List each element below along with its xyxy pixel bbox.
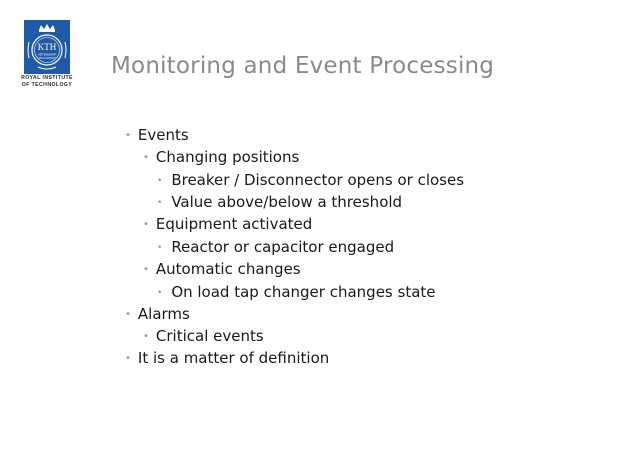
logo-caption-line-2: OF TECHNOLOGY — [21, 82, 73, 88]
bullet-text: Changing positions — [155, 148, 300, 166]
bullet-icon: • — [143, 152, 149, 163]
bullet-text: Alarms — [137, 305, 190, 323]
bullet-text: Automatic changes — [155, 260, 301, 278]
bullet-text: Reactor or capacitor engaged — [171, 238, 395, 256]
bullet-item — [143, 327, 264, 345]
logo-caption-line-1: ROYAL INSTITUTE — [21, 75, 73, 81]
bullet-text: Value above/below a threshold — [171, 193, 403, 211]
bullet-item — [157, 171, 464, 189]
bullet-text: Breaker / Disconnector opens or closes — [171, 171, 465, 189]
bullet-item — [125, 305, 190, 323]
emblem-motto-1: VETENSKAP — [37, 52, 57, 57]
bullet-item — [143, 148, 299, 166]
bullet-item — [125, 349, 329, 367]
bullet-item — [157, 283, 436, 301]
bullet-icon: • — [143, 331, 149, 342]
bullet-icon: • — [125, 353, 131, 364]
emblem-motto-2: OCH KONST — [38, 56, 56, 60]
bullet-icon: • — [157, 198, 163, 208]
bullet-icon: • — [157, 243, 163, 253]
emblem-kth-text: KTH — [37, 42, 57, 52]
bullet-item — [143, 260, 301, 278]
slide-title: Monitoring and Event Processing — [111, 53, 495, 79]
bullet-item — [125, 126, 189, 144]
bullet-text: Critical events — [155, 327, 264, 345]
bullet-text: It is a matter of definition — [137, 349, 330, 367]
bullet-item — [157, 238, 394, 256]
kth-emblem-icon — [24, 20, 70, 74]
bullet-item — [157, 193, 402, 211]
bullet-icon: • — [125, 309, 131, 320]
bullet-icon: • — [157, 176, 163, 186]
bullet-text: On load tap changer changes state — [171, 283, 436, 301]
bullet-item — [143, 215, 312, 233]
bullet-icon: • — [157, 288, 163, 298]
bullet-icon: • — [125, 130, 131, 141]
logo-caption — [14, 75, 80, 89]
bullet-icon: • — [143, 219, 149, 230]
bullet-text: Events — [137, 126, 189, 144]
kth-logo — [24, 20, 70, 74]
bullet-icon: • — [143, 264, 149, 275]
bullet-text: Equipment activated — [155, 215, 313, 233]
